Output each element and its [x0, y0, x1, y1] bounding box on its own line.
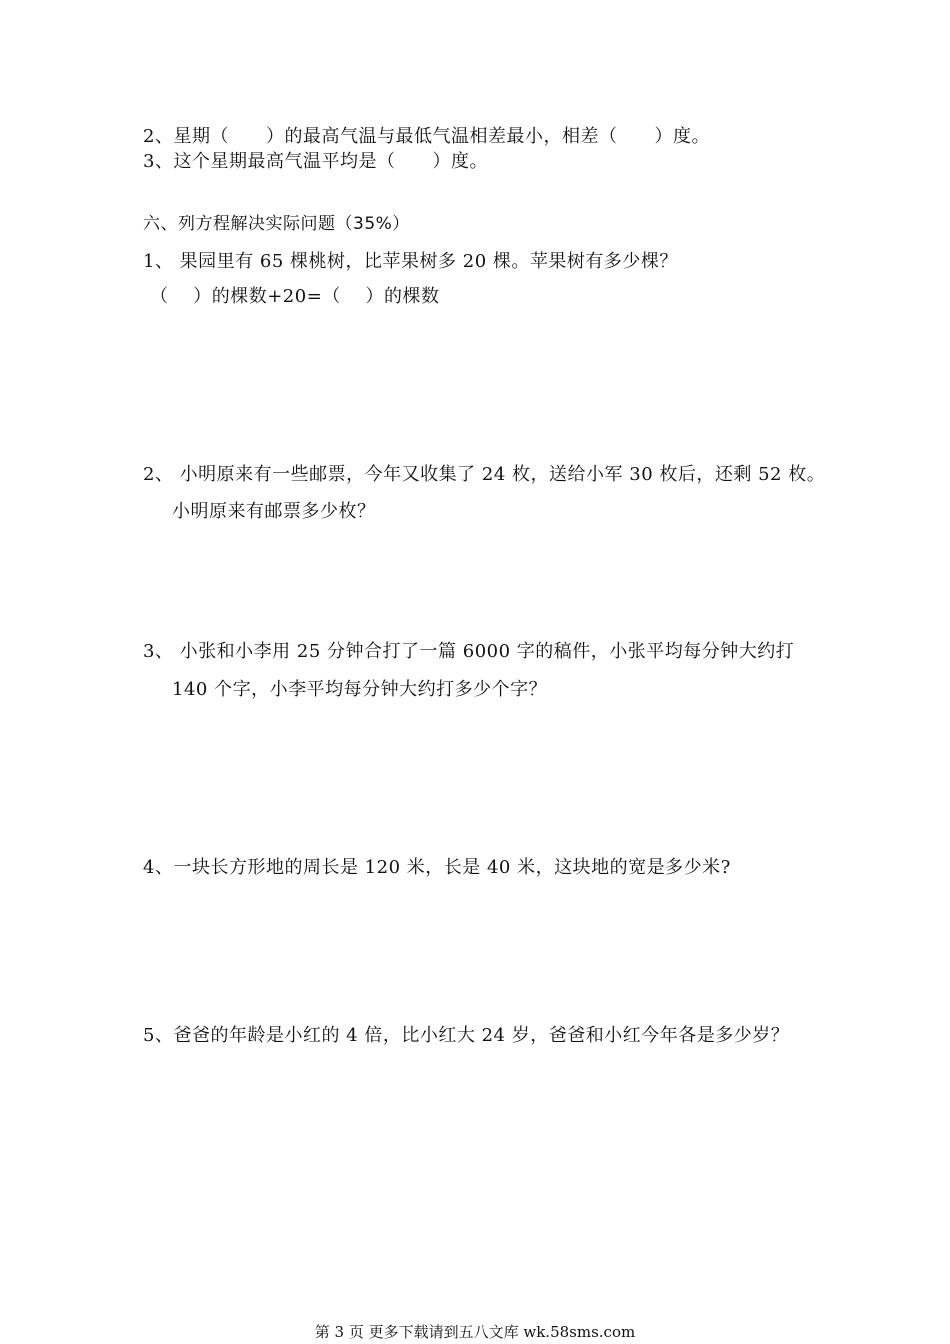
page-footer: 第 3 页 更多下载请到五八文库 wk.58sms.com [314, 1323, 636, 1341]
prev-question-2: 2、星期（ ）的最高气温与最低气温相差最小，相差（ ）度。 [143, 126, 710, 147]
problem-3-text-cont: 140 个字，小李平均每分钟大约打多少个字？ [172, 679, 548, 700]
prev-question-3: 3、这个星期最高气温平均是（ ）度。 [143, 151, 488, 172]
problem-2-text-cont: 小明原来有邮票多少枚？ [172, 501, 376, 522]
problem-1-equation-hint: （ ）的棵数+20=（ ）的棵数 [150, 286, 440, 307]
problem-5-text: 5、爸爸的年龄是小红的 4 倍，比小红大 24 岁，爸爸和小红今年各是多少岁？ [143, 1025, 790, 1046]
problem-2-text: 2、 小明原来有一些邮票，今年又收集了 24 枚，送给小军 30 枚后，还剩 52 枚。 [143, 464, 826, 485]
problem-1-text: 1、 果园里有 65 棵桃树，比苹果树多 20 棵。苹果树有多少棵？ [143, 251, 678, 272]
section-title: 六、列方程解决实际问题（35%） [143, 214, 410, 234]
problem-4-text: 4、一块长方形地的周长是 120 米，长是 40 米，这块地的宽是多少米? [143, 857, 731, 878]
problem-3-text: 3、 小张和小李用 25 分钟合打了一篇 6000 字的稿件，小张平均每分钟大约打 [143, 641, 795, 662]
